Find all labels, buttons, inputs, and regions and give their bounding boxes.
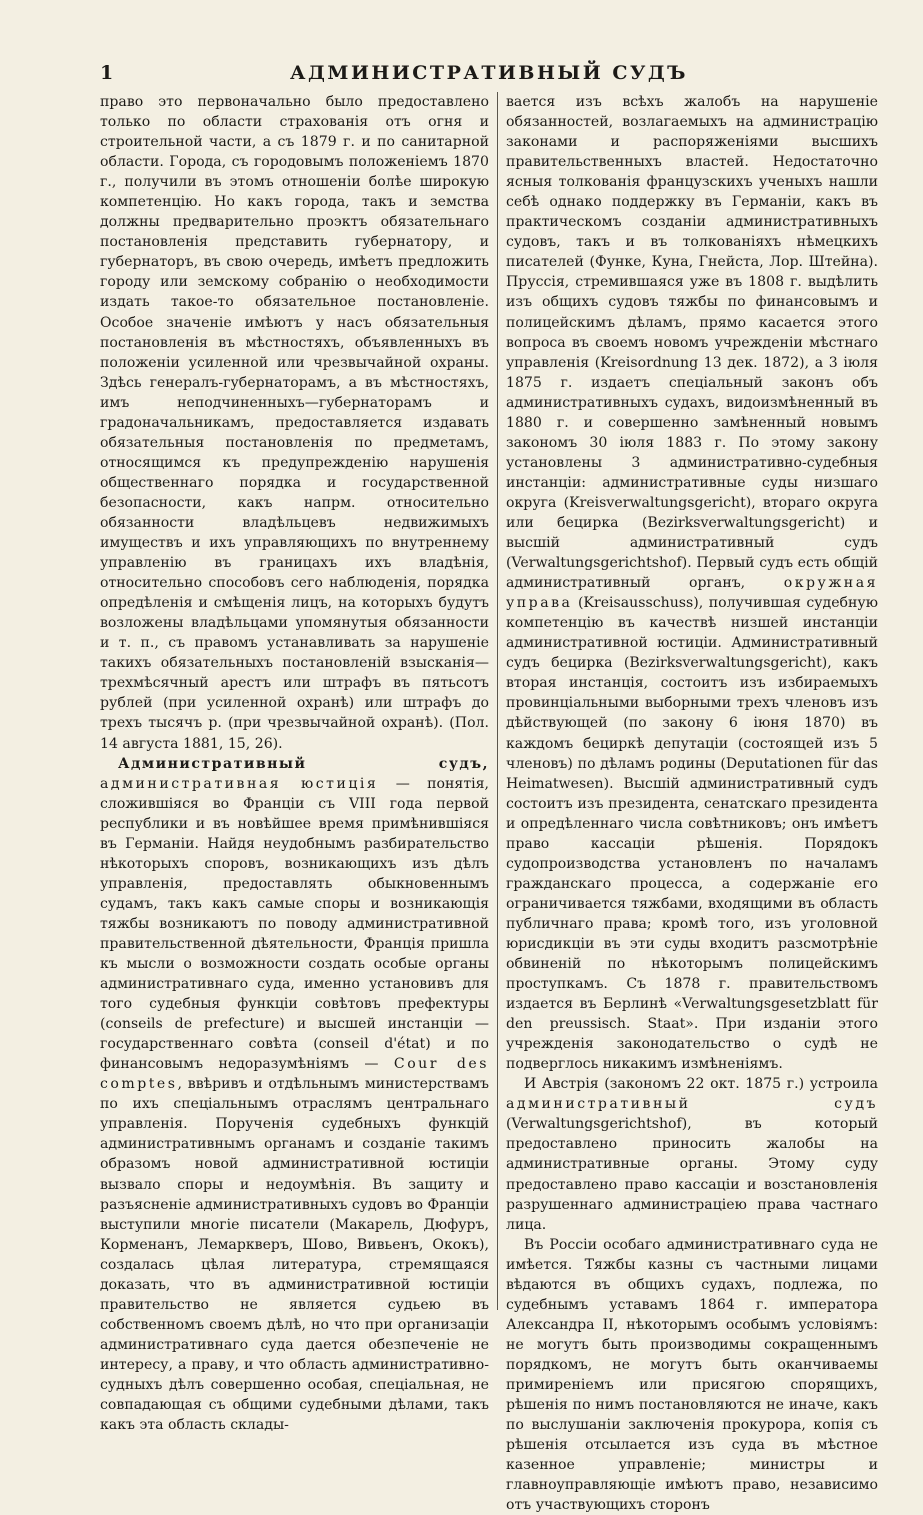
paragraph-russia: Въ Россіи особаго административнаго суда не имѣется. Тяжбы казны съ частными лицами вѣдаются въ общихъ судахъ, подлежа, по судебнымъ уставамъ 1864 г. императора Александра II, нѣкоторымъ особымъ условіямъ: не могутъ быть производимы сокращеннымъ порядкомъ, не могутъ быть оканчиваемы примиреніемъ или присягою спорящихъ, рѣшенія по нимъ постановляются не иначе, какъ по выслушаніи заключенія прокурора, копія съ рѣшенія отсылается изъ суда въ мѣстное казенное управленіе; министры и главноуправляющіе имѣютъ право, независимо отъ участвующихъ сторонъ — [506, 1236, 878, 1514]
entry-text-continued: , ввѣривъ и отдѣльнымъ министерствамъ по ихъ спеціальнымъ отраслямъ центральнаго управленія. Порученія судебныхъ функцій административнымъ органамъ и созданіе такимъ образомъ новой административной юстиціи вызвало споры и недоумѣнія. Въ защиту и разъясненіе административныхъ судовъ во Франціи выступили многіе писатели (Макарель, Дюфуръ, Корменанъ, Лемаркверъ, Шово, Вивьенъ, Ококъ), создалась цѣлая литература, стремящаяся доказать, что въ административной юстиціи правительство не является судьею въ собственномъ своемъ дѣлѣ, но что при организаціи административнаго суда дается обезпеченіе не интересу, а праву, и что область административно-судныхъ дѣлъ совершенно особая, спеціальная, не совпадающая съ общими судебными дѣлами, такъ какъ эта область склады- — [100, 1076, 489, 1434]
spaced-term-admin-court: административный судъ — [506, 1096, 878, 1113]
paragraph-continuation: право это первоначально было предоставлено только по области страхованія отъ огня и строительной части, а съ 1879 г. и по санитарной области. Города, съ городовымъ положеніемъ 1870 г., получили въ этомъ отношеніи болѣе широкую компетенцію. Но какъ города, такъ и земства должны предварительно проэктъ обязательнаго постановленія представить губернатору, и губернаторъ, въ свою очередь, имѣетъ предложить городу или земскому собранію о необходимости издать такое-то обязательное постановленіе. Особое значеніе имѣютъ у насъ обязательныя постановленія въ мѣстностяхъ, объявленныхъ въ положеніи усиленной или чрезвычайной охраны. Здѣсь генералъ-губернаторамъ, а въ мѣстностяхъ, имъ неподчиненныхъ—губернаторамъ и градоначальникамъ, предоставляется издавать обязательныя постановленія по предметамъ, относящимся къ предупрежденію нарушенія общественнаго порядка и государственной безопасности, какъ напрм. относительно обязанности владѣльцевъ недвижимыхъ имуществъ и ихъ управляющихъ по внутреннему управленію въ границахъ ихъ владѣнія, относительно способовъ сего наблюденія, порядка опредѣленія и смѣщенія лицъ, на которыхъ будутъ возложены владѣльцами упомянутыя обязанности и т. п., съ правомъ устанавливать за нарушеніе такихъ обязательныхъ постановленій взысканія—трехмѣсячный арестъ или штрафъ въ пятьсотъ рублей (при усиленной охранѣ) или штрафъ до трехъ тысячъ р. (при чрезвычайной охранѣ). (Пол. 14 августа 1881, 15, 26). — [100, 94, 489, 752]
left-column — [100, 92, 489, 1434]
paragraph-text: вается изъ всѣхъ жалобъ на нарушеніе обязанностей, возлагаемыхъ на администрацію законами и распоряженіями высшихъ правительственныхъ властей. Недостаточно ясныя толкованія французскихъ ученыхъ нашли себѣ однако поддержку въ Германіи, какъ въ практическомъ созданіи административныхъ судовъ, такъ и въ толкованіяхъ нѣмецкихъ писателей (Функе, Куна, Гнейста, Лор. Штейна). Пруссія, стремившаяся уже въ 1808 г. выдѣлить изъ общихъ судовъ тяжбы по финансовымъ и полицейскимъ дѣламъ, прямо касается этого вопроса въ своемъ новомъ учрежденіи мѣстнаго управленія (Kreisordnung 13 дек. 1872), а 3 іюля 1875 г. издаетъ спеціальный законъ объ административныхъ судахъ, видоизмѣненный въ 1880 г. и совершенно замѣненный новымъ закономъ 30 іюля 1883 г. По этому закону установлены 3 административно-судебныя инстанціи: административные суды низшаго округа (Kreisverwaltungsgericht), втораго округа или бецирка (Bezirksverwaltungsgericht) и высшій административный судъ (Verwaltungsgerichtshof). Первый судъ есть общій административный органъ, — [506, 94, 878, 592]
entry-text: — понятія, сложившіяся во Франціи съ VIII года первой республики и въ новѣйшее время примѣнившіяся въ Германіи. Найдя неудобнымъ разбирательство нѣкоторыхъ споровъ, возникающихъ изъ дѣлъ управленія, предоставлять обыкновеннымъ судамъ, такъ какъ самые споры и возникающія тяжбы возникаютъ по поводу административной правительственной дѣятельности, Франція пришла къ мысли о возможности создать особые органы административнаго суда, именно установивъ для того судебныя функціи совѣтовъ префектуры (conseils de prefecture) и высшей инстанціи — государственнаго совѣта (conseil d'état) и по финансовымъ недоразумѣніямъ — — [100, 775, 489, 1073]
paragraph-text: (Verwaltungsgerichtshof), въ который предоставлено приносить жалобы на административные органы. Этому суду предоставлено право кассаціи и возстановленія разрушеннаго администраціею права частнаго лица. — [506, 1116, 878, 1233]
paragraph-germany — [506, 92, 878, 1074]
paragraph-text-continued: (Kreisausschuss), получившая судебную компетенцію въ качествѣ низшей инстанціи административной юстиціи. Административный судъ бецирка (Bezirksverwaltungsgericht), какъ вторая инстанція, состоитъ изъ избираемыхъ провинціальными выборными трехъ членовъ изъ дѣйствующей (по закону 6 іюня 1870) въ каждомъ бециркѣ депутаціи (состоящей изъ 5 членовъ) по дѣламъ родины (Deputationen für das Heimatwesen). Высшій административный судъ состоитъ изъ президента, сенатскаго президента и опредѣленнаго числа совѣтниковъ; онъ имѣетъ право кассаціи рѣшенія. Порядокъ судопроизводства установленъ по началамъ гражданскаго процесса, а содержаніе его ограничивается тяжбами, входящими въ область публичнаго права; кромѣ того, изъ уголовной юрисдикціи въ эти суды входитъ разсмотрѣніе обвиненій по нѣкоторымъ полицейскимъ проступкамъ. Съ 1878 г. правительствомъ издается въ Берлинѣ «Verwaltungsgesetzblatt für den preussisch. Staat». При изданіи этого учрежденія законодательство о судѣ не подверглось никакимъ измѣненіямъ. — [506, 595, 878, 1073]
spaced-term-cour-des-comptes: Cour des comptes — [100, 1056, 489, 1093]
entry-administrative-court — [100, 754, 489, 1436]
entry-headword: Административный судъ, — [118, 755, 489, 772]
running-title: АДМИНИСТРАТИВНЫЙ СУДЪ — [290, 62, 688, 84]
page-header — [100, 62, 878, 86]
column-divider — [497, 92, 498, 1310]
spaced-term-okruzhnaya-uprava: окружная управа — [506, 575, 878, 612]
page-number: 1 — [100, 62, 115, 84]
paragraph-austria — [506, 1074, 878, 1234]
right-column — [506, 92, 878, 1514]
spaced-term: административная юстиція — [100, 775, 379, 792]
paragraph-start: И Австрія (закономъ 22 окт. 1875 г.) устроила — [524, 1076, 878, 1093]
